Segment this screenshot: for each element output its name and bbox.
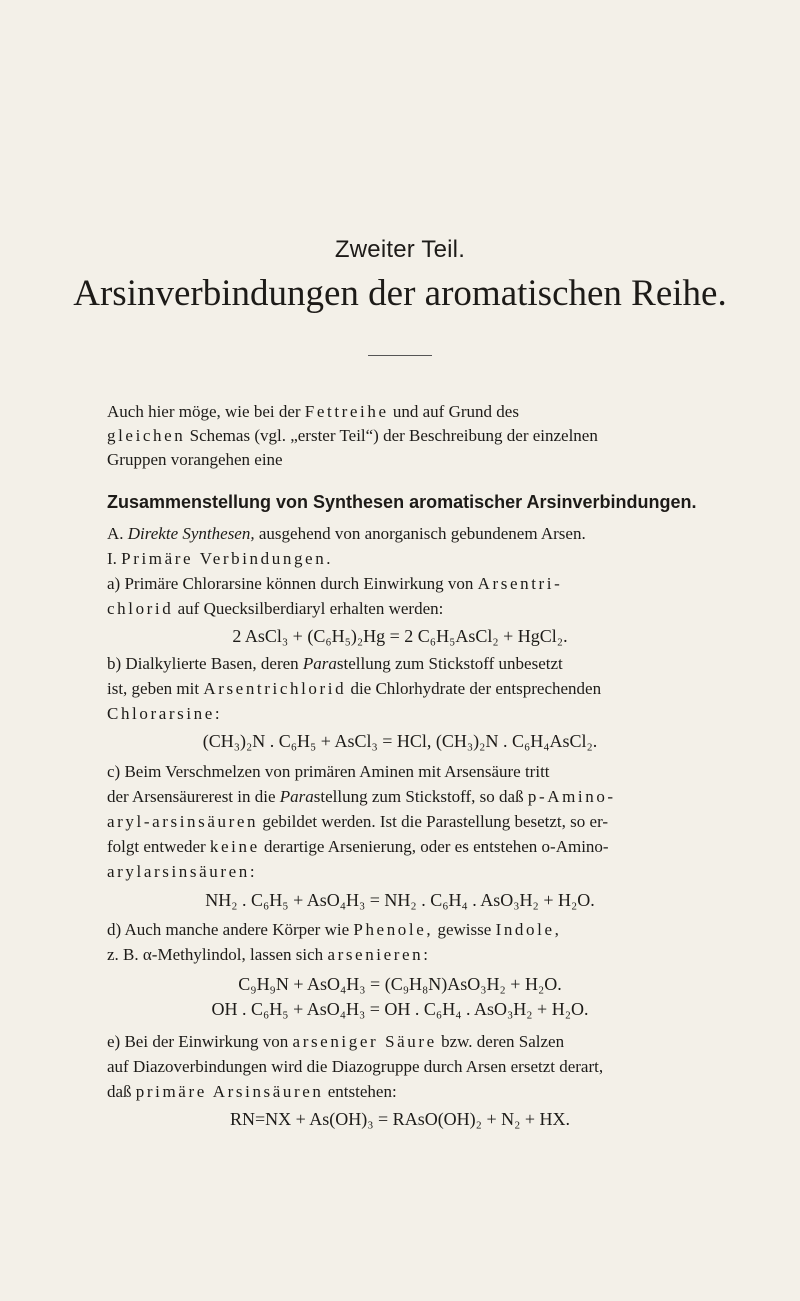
part-heading: Zweiter Teil. — [334, 236, 466, 263]
intro-text: Gruppen vorangehen eine — [107, 450, 283, 469]
item-text: b) Dialkylierte Basen, deren — [107, 654, 299, 673]
item-text: gewisse — [437, 920, 492, 939]
item-a-line-2 — [107, 597, 787, 621]
item-e-line-1 — [107, 1030, 787, 1054]
item-emphasis: Arsentri- — [477, 574, 563, 593]
item-italic: Para — [302, 654, 337, 673]
item-e-line-3 — [107, 1080, 787, 1104]
item-text: die Chlorhydrate der entsprechenden — [350, 679, 602, 698]
intro-text: und auf Grund des — [392, 402, 519, 421]
group-title: Primäre Verbindungen. — [121, 549, 334, 568]
item-text: a) Primäre Chlorarsine können durch Einwirkung von — [107, 574, 474, 593]
item-emphasis: primäre Arsinsäuren — [135, 1082, 324, 1101]
item-c-line-3 — [107, 810, 787, 834]
equation-b: (CH₃)₂N . C₆H₅ + AsCl₃ = HCl, (CH₃)₂N . C₆H₄AsCl₂. — [202, 731, 598, 751]
subsection-a-heading — [107, 522, 787, 546]
intro-emphasis: gleichen — [107, 426, 186, 445]
item-d-line-2 — [107, 943, 787, 967]
item-c-line-2 — [107, 785, 787, 809]
item-emphasis: arsenieren: — [327, 945, 431, 964]
intro-line-3 — [107, 448, 787, 472]
item-text: entstehen: — [327, 1082, 397, 1101]
intro-line-1 — [107, 400, 787, 424]
equation-d-1: C₉H₉N + AsO₄H₃ = (C₉H₈N)AsO₃H₂ + H₂O. — [238, 974, 562, 994]
item-e-line-2 — [107, 1055, 787, 1079]
item-text: stellung zum Stickstoff unbesetzt — [336, 654, 563, 673]
item-text: e) Bei der Einwirkung von — [107, 1032, 289, 1051]
item-emphasis: arylarsinsäuren: — [107, 862, 258, 881]
item-emphasis: Indole, — [495, 920, 562, 939]
intro-emphasis: Fettreihe — [304, 402, 389, 421]
item-text: ist, geben mit — [107, 679, 200, 698]
item-c-line-5 — [107, 860, 787, 884]
subsection-title: Direkte Synthesen, — [127, 524, 255, 543]
item-text: bzw. deren Salzen — [441, 1032, 565, 1051]
subsection-prefix: A. — [107, 524, 124, 543]
item-b-line-1 — [107, 652, 787, 676]
equation-a: 2 AsCl₃ + (C₆H₅)₂Hg = 2 C₆H₅AsCl₂ + HgCl₂. — [232, 626, 568, 646]
item-emphasis: keine — [209, 837, 260, 856]
item-c-line-1 — [107, 760, 787, 784]
item-text: daß — [107, 1082, 132, 1101]
intro-line-2 — [107, 424, 787, 448]
equation-c: NH₂ . C₆H₅ + AsO₄H₃ = NH₂ . C₆H₄ . AsO₃H₂ + H₂O. — [205, 890, 595, 910]
item-d-line-1 — [107, 918, 787, 942]
item-text: gebildet werden. Ist die Parastellung besetzt, so er- — [262, 812, 609, 831]
group-prefix: I. — [107, 549, 117, 568]
item-text: auf Diazoverbindungen wird die Diazogruppe durch Arsen ersetzt derart, — [107, 1057, 604, 1076]
title-divider — [368, 355, 432, 356]
intro-text: Schemas (vgl. „erster Teil“) der Beschreibung der einzelnen — [189, 426, 598, 445]
item-text: der Arsensäurerest in die — [107, 787, 276, 806]
item-italic: Para — [279, 787, 314, 806]
item-text: d) Auch manche andere Körper wie — [107, 920, 350, 939]
section-heading: Zusammenstellung von Synthesen aromatischer Arsinverbindungen. — [107, 492, 697, 512]
item-b-line-3 — [107, 702, 787, 726]
chapter-title: Arsinverbindungen der aromatischen Reihe. — [73, 273, 727, 314]
intro-text: Auch hier möge, wie bei der — [107, 402, 301, 421]
item-text: auf Quecksilberdiaryl erhalten werden: — [177, 599, 444, 618]
equation-e: RN=NX + As(OH)₃ = RAsO(OH)₂ + N₂ + HX. — [229, 1109, 571, 1129]
equation-d-2: OH . C₆H₅ + AsO₄H₃ = OH . C₆H₄ . AsO₃H₂ + H₂O. — [211, 999, 589, 1019]
item-b-line-2 — [107, 677, 787, 701]
item-c-line-4 — [107, 835, 787, 859]
item-emphasis: chlorid — [107, 599, 174, 618]
item-a-line-1 — [107, 572, 787, 596]
item-emphasis: p-Amino- — [527, 787, 616, 806]
subsection-text: ausgehend von anorganisch gebundenem Arsen. — [258, 524, 586, 543]
item-text: c) Beim Verschmelzen von primären Aminen mit Arsensäure tritt — [107, 762, 550, 781]
item-text: derartige Arsenierung, oder es entstehen o-Amino- — [263, 837, 609, 856]
item-emphasis: aryl-arsinsäuren — [107, 812, 259, 831]
item-text: stellung zum Stickstoff, so daß — [313, 787, 524, 806]
item-text: z. B. α-Methylindol, lassen sich — [107, 945, 324, 964]
item-emphasis: Arsentrichlorid — [203, 679, 347, 698]
item-emphasis: Phenole, — [353, 920, 434, 939]
item-emphasis: Chlorarsine: — [107, 704, 223, 723]
item-emphasis: arseniger Säure — [292, 1032, 437, 1051]
group-i-heading — [107, 547, 787, 571]
item-text: folgt entweder — [107, 837, 206, 856]
